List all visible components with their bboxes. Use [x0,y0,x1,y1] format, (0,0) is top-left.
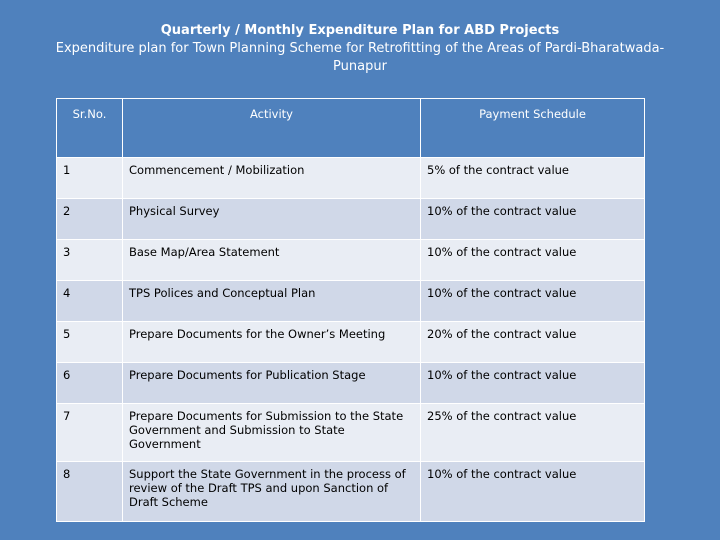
cell-sr-no: 5 [57,322,123,363]
cell-payment: 10% of the contract value [421,240,645,281]
table-row [57,158,645,199]
table-row [57,404,645,462]
table-row [57,281,645,322]
cell-sr-no: 2 [57,199,123,240]
cell-sr-no: 6 [57,363,123,404]
cell-payment: 25% of the contract value [421,404,645,462]
title-main: Quarterly / Monthly Expenditure Plan for ABD Projects [160,23,560,38]
cell-sr-no: 8 [57,462,123,522]
expenditure-table [56,98,645,522]
header-sr-no: Sr.No. [57,99,123,158]
cell-activity: Support the State Government in the process of review of the Draft TPS and upon Sanction of Draft Scheme [123,462,421,522]
cell-activity: Physical Survey [123,199,421,240]
table-row [57,199,645,240]
page-title [0,22,720,76]
cell-payment: 5% of the contract value [421,158,645,199]
table-header-row [57,99,645,158]
cell-payment: 10% of the contract value [421,363,645,404]
cell-activity: Commencement / Mobilization [123,158,421,199]
table-row [57,240,645,281]
table-row [57,322,645,363]
cell-sr-no: 7 [57,404,123,462]
cell-activity: Prepare Documents for Submission to the State Government and Submission to State Government [123,404,421,462]
table-row [57,462,645,522]
cell-activity: Prepare Documents for Publication Stage [123,363,421,404]
cell-sr-no: 1 [57,158,123,199]
cell-payment: 10% of the contract value [421,281,645,322]
header-activity: Activity [123,99,421,158]
title-subtitle: Expenditure plan for Town Planning Scheme for Retrofitting of the Areas of Pardi-Bharatwada-Punapur [55,41,665,74]
header-payment-schedule: Payment Schedule [421,99,645,158]
cell-activity: Base Map/Area Statement [123,240,421,281]
cell-activity: TPS Polices and Conceptual Plan [123,281,421,322]
table-row [57,363,645,404]
cell-payment: 10% of the contract value [421,199,645,240]
cell-payment: 10% of the contract value [421,462,645,522]
cell-payment: 20% of the contract value [421,322,645,363]
cell-activity: Prepare Documents for the Owner’s Meeting [123,322,421,363]
cell-sr-no: 3 [57,240,123,281]
cell-sr-no: 4 [57,281,123,322]
